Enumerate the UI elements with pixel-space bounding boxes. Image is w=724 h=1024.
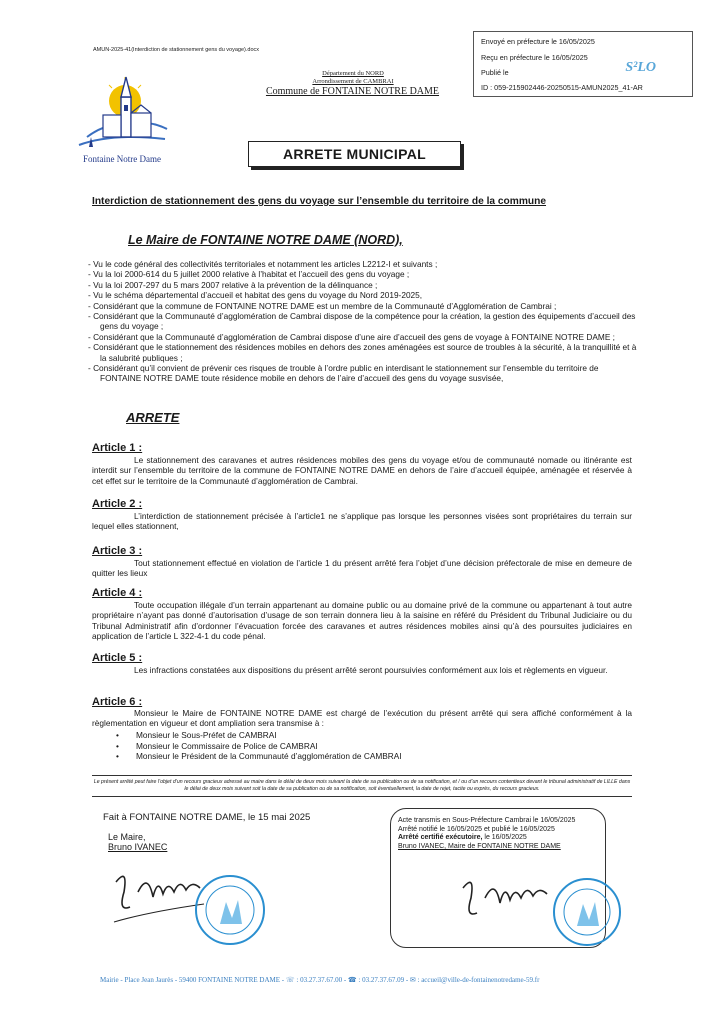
signatory-block (108, 832, 167, 852)
arrondissement-label: Arrondissement de CAMBRAI (312, 78, 394, 85)
considerant-item: - Vu la loi 2000-614 du 5 juillet 2000 relative à l’habitat et l’accueil des gens du voyage ; (88, 269, 410, 280)
department-header (258, 70, 448, 86)
recipient-item: • Monsieur le Président de la Communauté d’agglomération de CAMBRAI (116, 751, 402, 762)
article-4-title: Article 4 : (92, 587, 143, 599)
acte-transmission-text (398, 817, 598, 852)
article-3-title: Article 3 : (92, 545, 143, 557)
commune-header: Commune de FONTAINE NOTRE DAME (265, 86, 440, 97)
recipients-list (116, 730, 402, 762)
arrete-heading: ARRETE (126, 410, 180, 425)
document-subject: Interdiction de stationnement des gens du voyage sur l’ensemble du territoire de la commune (92, 196, 547, 207)
considerant-item: - Considérant que le stationnement des résidences mobiles en dehors des zones aménagées est source de troubles à la sécurité, à la tranquillité et à la salubrité publiques ; (88, 342, 637, 363)
article-3-text: Tout stationnement effectué en violation de l’article 1 du présent arrêté fera l’objet d’une décision préfectorale de mise en demeure de quitter les lieux (92, 558, 632, 579)
article-5-title: Article 5 : (92, 652, 143, 664)
stamp-publie: Publié le (481, 68, 509, 77)
article-1-text: Le stationnement des caravanes et autres résidences mobiles des gens du voyage et/ou de communauté nomade ou itinérante est interdit sur l’ensemble du territoire de la commune de FONTAINE NOTRE DAME en dehors de l’aire d’accueil équipée, aménagée et réservée à cet effet sur le territoire de la Communauté d’agglomération de Cambrai. (92, 455, 632, 486)
article-4-text: Toute occupation illégale d’un terrain appartenant au domaine public ou au domaine privé de la commune ou appartenant à tout autre propriétaire n’ayant pas donné d’autorisation d’usage de son terrain donnera lieu à la saisine en référé du Président du Tribunal Judiciaire ou du Tribunal Administratif afin d’ordonner l’évacuation forcée des caravanes et autres résidences mobiles ainsi qu’à des poursuites judiciaires en application de l’article L 322-4-1 du code pénal. (92, 600, 632, 642)
departement-label: Département du NORD (322, 70, 384, 77)
acte-executoire: Arrêté certifié exécutoire, (398, 834, 483, 842)
fait-a-line: Fait à FONTAINE NOTRE DAME, le 15 mai 2025 (103, 812, 311, 823)
considerants-list (88, 259, 638, 384)
signatory-name: Bruno IVANEC (108, 842, 168, 852)
considerant-item: - Considérant que la commune de FONTAINE NOTRE DAME est un membre de la Communauté d’Agglomération de Cambrai ; (88, 300, 557, 311)
acte-line-4: Bruno IVANEC, Maire de FONTAINE NOTRE DAME (398, 843, 561, 851)
stamp-id: ID : 059-215902446-20250515-AMUN2025_41-AR (481, 83, 643, 92)
document-reference: AMUN-2025-41(Interdiction de stationnement gens du voyage).docx (93, 47, 260, 53)
considerant-item: - Vu la loi 2007-297 du 5 mars 2007 relative à la prévention de la délinquance ; (88, 279, 378, 290)
considerant-item: - Vu le schéma départemental d’accueil et habitat des gens du voyage du Nord 2019-2025, (88, 290, 423, 301)
article-6-text: Monsieur le Maire de FONTAINE NOTRE DAME est chargé de l’exécution du présent arrêté qui sera affiché conformément à la règlementation en vigueur et dont ampliation sera transmise à : (92, 708, 632, 729)
acte-line-3 (398, 834, 598, 843)
document-title: ARRETE MUNICIPAL (248, 141, 461, 167)
article-5-text: Les infractions constatées aux dispositions du présent arrêté seront poursuivies conformément aux lois et règlements en vigueur. (134, 665, 608, 675)
recipient-item: • Monsieur le Commissaire de Police de CAMBRAI (116, 741, 402, 752)
signature-and-seal-left (108, 862, 268, 952)
recipient-item: • Monsieur le Sous-Préfet de CAMBRAI (116, 730, 402, 741)
article-6-title: Article 6 : (92, 696, 143, 708)
logo-caption: Fontaine Notre Dame (83, 154, 161, 164)
slo-logo: S²LO (625, 60, 656, 75)
article-1-title: Article 1 : (92, 442, 143, 454)
acte-executoire-date: le 16/05/2025 (482, 834, 527, 842)
considerant-item: - Considérant que la Communauté d’agglomération de Cambrai dispose de la compétence pour la création, la gestion des équipements d’accueil des gens du voyage ; (88, 311, 636, 332)
church-sun-icon (67, 67, 177, 157)
signature-and-seal-right (455, 868, 625, 948)
stamp-envoye: Envoyé en préfecture le 16/05/2025 (481, 37, 595, 46)
acte-line-1: Acte transmis en Sous-Préfecture Cambrai le 16/05/2025 (398, 817, 576, 824)
prefecture-stamp (473, 31, 693, 97)
maire-heading: Le Maire de FONTAINE NOTRE DAME (NORD), (128, 233, 403, 247)
page-footer: Mairie - Place Jean Jaurès - 59400 FONTAINE NOTRE DAME - ☏ : 03.27.37.67.00 - ☎ : 03.27.37.67.09 - ✉ : accueil@ville-de-fontainenotredame-59.fr (100, 976, 540, 984)
town-logo (67, 67, 177, 167)
stamp-recu: Reçu en préfecture le 16/05/2025 (481, 53, 588, 62)
article-2-text: L’interdiction de stationnement précisée à l’article1 ne s’applique pas lorsque les personnes visées sont propriétaires du terrain sur lequel elles stationnent, (92, 511, 632, 532)
acte-line-2: Arrêté notifié le 16/05/2025 et publié le 16/05/2025 (398, 825, 555, 833)
considerant-item: - Considérant qu’il convient de prévenir ces risques de trouble à l’ordre public en interdisant le stationnement sur l’ensemble du territoire de FONTAINE NOTRE DAME toute résidence mobile en dehors de l’aire d’accueil des gens du voyage susvisée, (88, 363, 599, 384)
article-2-title: Article 2 : (92, 498, 143, 510)
considerant-item: - Vu le code général des collectivités territoriales et notamment les articles L2212-I et suivants ; (88, 259, 438, 269)
signatory-role: Le Maire, (108, 832, 146, 842)
recours-notice: Le présent arrêté peut faire l’objet d’un recours gracieux adressé au maire dans le délai de deux mois suivant la date de sa publication ou de sa notification, et / ou d’un recours contentieux devant le tribunal administratif de LILLE dans le délai de deux mois suivant soit la date de sa publication ou de sa notification, soit éventuellement, la date de rejet, tacite ou exprès, du recours gracieux. (92, 775, 632, 797)
considerant-item: - Considérant que la Communauté d’agglomération de Cambrai dispose d’une aire d’accueil des gens de voyage à FONTAINE NOTRE DAME ; (88, 331, 615, 342)
